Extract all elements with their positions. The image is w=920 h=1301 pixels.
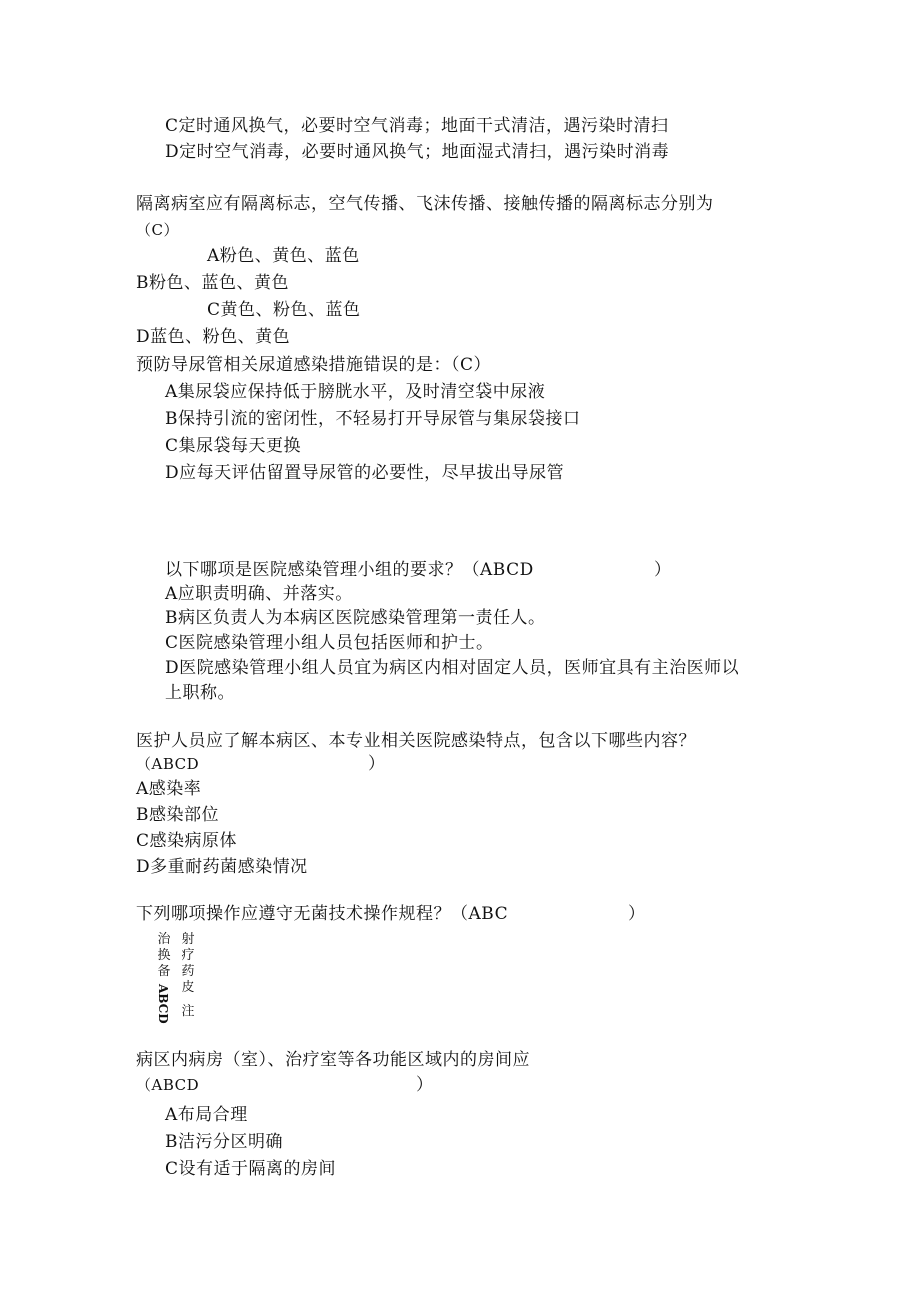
option-c: C黄色、粉色、蓝色 xyxy=(207,300,361,320)
answer-close-paren: ） xyxy=(628,904,646,924)
vertical-text-column-2: 射疗药皮 xyxy=(181,932,195,995)
answer-close-paren: ） xyxy=(368,754,386,774)
option-c: C医院感染管理小组人员包括医师和护士。 xyxy=(165,633,494,653)
answer-close-paren: ） xyxy=(416,1075,434,1095)
answer-close-paren: ） xyxy=(654,560,672,580)
option-d: D应每天评估留置导尿管的必要性，尽早拔出导尿管 xyxy=(165,463,565,483)
option-c: C集尿袋每天更换 xyxy=(165,436,302,456)
question-stem: 医护人员应了解本病区、本专业相关医院感染特点，包含以下哪些内容？ xyxy=(136,731,696,751)
option-d: D医院感染管理小组人员宜为病区内相对固定人员，医师宜具有主治医师以 xyxy=(165,658,740,678)
option-a: A粉色、黄色、蓝色 xyxy=(207,246,360,266)
question-stem: 隔离病室应有隔离标志，空气传播、飞沫传播、接触传播的隔离标志分别为 xyxy=(136,194,714,214)
option-a: A布局合理 xyxy=(165,1105,248,1125)
answer-key: （ABCD xyxy=(136,755,200,773)
question-stem: 下列哪项操作应遵守无菌技术操作规程？（ABC xyxy=(136,904,509,924)
option-b: B保持引流的密闭性，不轻易打开导尿管与集尿袋接口 xyxy=(165,409,581,429)
option-d: D定时空气消毒，必要时通风换气；地面湿式清扫，遇污染时消毒 xyxy=(165,142,670,162)
answer-key: （C） xyxy=(136,221,179,239)
option-b: B洁污分区明确 xyxy=(165,1132,283,1152)
rotated-answer-text: ABCD xyxy=(156,984,170,1024)
option-a: A应职责明确、并落实。 xyxy=(165,584,353,604)
option-b: B粉色、蓝色、黄色 xyxy=(136,273,289,293)
option-d: D蓝色、粉色、黄色 xyxy=(136,327,291,347)
question-stem: 以下哪项是医院感染管理小组的要求？（ABCD xyxy=(165,560,534,580)
question-stem: 病区内病房（室）、治疗室等各功能区域内的房间应 xyxy=(136,1050,530,1070)
option-c: C设有适于隔离的房间 xyxy=(165,1159,337,1179)
option-a: A集尿袋应保持低于膀胱水平，及时清空袋中尿液 xyxy=(165,382,546,402)
option-c: C感染病原体 xyxy=(136,831,238,851)
option-d: D多重耐药菌感染情况 xyxy=(136,857,308,877)
option-d-continued: 上职称。 xyxy=(165,683,235,703)
option-a: A感染率 xyxy=(136,779,202,799)
option-b: B病区负责人为本病区医院感染管理第一责任人。 xyxy=(165,608,546,628)
vertical-text-column-1: 治换备 xyxy=(157,932,171,979)
answer-key: （ABCD xyxy=(136,1076,200,1094)
question-stem: 预防导尿管相关尿道感染措施错误的是：（C） xyxy=(136,355,492,375)
vertical-text-column-3: 注 xyxy=(181,1004,195,1019)
option-b: B感染部位 xyxy=(136,805,219,825)
option-c: C定时通风换气，必要时空气消毒；地面干式清洁，遇污染时清扫 xyxy=(165,116,669,136)
